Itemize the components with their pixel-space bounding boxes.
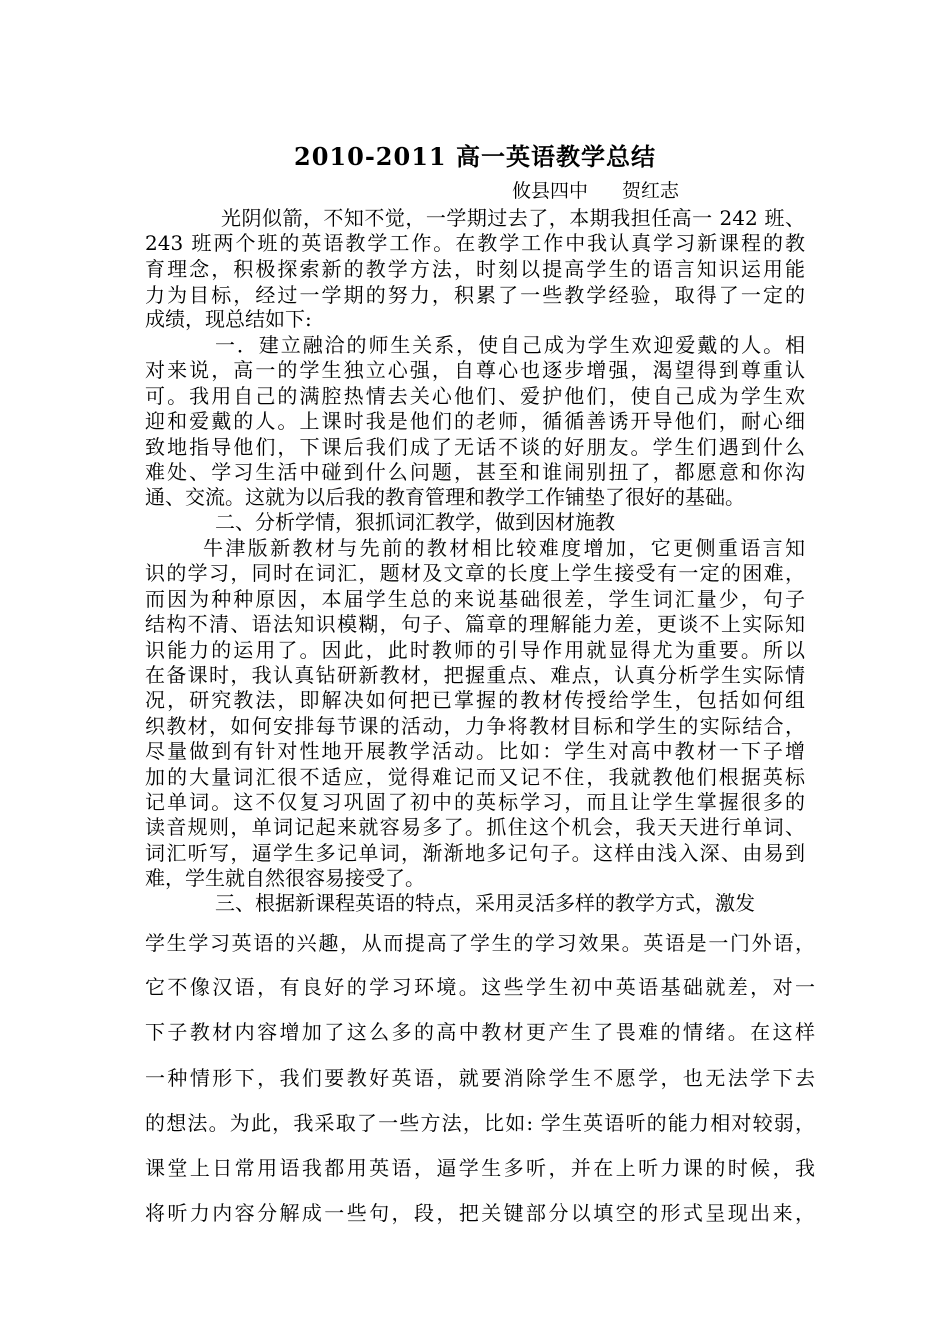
body-line: 况，研究教法，即解决如何把已掌握的教材传授给学生，包括如何组 <box>145 688 805 712</box>
school-name: 攸县四中 <box>512 180 589 202</box>
body-line: 光阴似箭，不知不觉，一学期过去了，本期我担任高一 242 班、 <box>221 206 805 230</box>
body-line: 将听力内容分解成一些句，段，把关键部分以填空的形式呈现出来， <box>145 1201 815 1225</box>
body-line: 的想法。为此，我采取了一些方法，比如: 学生英语听的能力相对较弱， <box>145 1111 815 1135</box>
body-line: 下子教材内容增加了这么多的高中教材更产生了畏难的情绪。在这样 <box>145 1020 815 1044</box>
body-line: 力为目标，经过一学期的努力，积累了一些教学经验，取得了一定的 <box>145 283 805 307</box>
body-line: 课堂上日常用语我都用英语，逼学生多听，并在上听力课的时候，我 <box>145 1156 815 1180</box>
body-line: 致地指导他们，下课后我们成了无话不谈的好朋友。学生们遇到什么 <box>145 435 805 459</box>
body-line: 识能力的运用了。因此，此时教师的引导作用就显得尤为重要。所以 <box>145 638 805 662</box>
body-line: 对来说，高一的学生独立心强，自尊心也逐步增强，渴望得到尊重认 <box>145 358 805 382</box>
body-line: 一．建立融洽的师生关系，使自己成为学生欢迎爱戴的人。相 <box>215 333 805 357</box>
author-line <box>512 176 679 203</box>
body-line: 通、交流。这就为以后我的教育管理和教学工作铺垫了很好的基础。 <box>145 485 745 509</box>
body-line: 词汇听写，逼学生多记单词，渐渐地多记句子。这样由浅入深、由易到 <box>145 841 805 865</box>
body-line: 在备课时，我认真钻研新教材，把握重点、难点，认真分析学生实际情 <box>145 663 805 687</box>
body-line: 尽量做到有针对性地开展教学活动。比如：学生对高中教材一下子增 <box>145 739 805 763</box>
body-line: 记单词。这不仅复习巩固了初中的英标学习，而且让学生掌握很多的 <box>145 790 805 814</box>
body-line: 而因为种种原因，本届学生总的来说基础很差，学生词汇量少，句子 <box>145 587 805 611</box>
body-line: 育理念，积极探索新的教学方法，时刻以提高学生的语言知识运用能 <box>145 257 805 281</box>
document-title: 2010-2011 高一英语教学总结 <box>294 142 656 171</box>
body-line: 可。我用自己的满腔热情去关心他们、爱护他们，使自己成为学生欢 <box>145 384 805 408</box>
body-line: 读音规则，单词记起来就容易多了。抓住这个机会，我天天进行单词、 <box>145 815 805 839</box>
body-line: 难，学生就自然很容易接受了。 <box>145 866 425 890</box>
body-line: 243 班两个班的英语教学工作。在教学工作中我认真学习新课程的教 <box>145 231 805 255</box>
body-line: 织教材，如何安排每节课的活动，力争将教材目标和学生的实际结合， <box>145 714 805 738</box>
body-line: 迎和爱戴的人。上课时我是他们的老师，循循善诱开导他们，耐心细 <box>145 409 805 433</box>
body-line: 它不像汉语，有良好的学习环境。这些学生初中英语基础就差，对一 <box>145 975 815 999</box>
body-line: 牛津版新教材与先前的教材相比较难度增加，它更侧重语言知 <box>203 536 805 560</box>
body-line: 难处、学习生活中碰到什么问题，甚至和谁闹别扭了，都愿意和你沟 <box>145 460 805 484</box>
body-line: 加的大量词汇很不适应，觉得难记而又记不住，我就教他们根据英标 <box>145 765 805 789</box>
body-line: 一种情形下，我们要教好英语，就要消除学生不愿学，也无法学下去 <box>145 1066 815 1090</box>
body-line: 三、根据新课程英语的特点，采用灵活多样的教学方式，激发 <box>215 891 755 915</box>
body-line: 学生学习英语的兴趣，从而提高了学生的学习效果。英语是一门外语， <box>145 931 815 955</box>
author-name: 贺红志 <box>622 180 680 202</box>
body-line: 成绩，现总结如下: <box>145 307 312 331</box>
body-line: 结构不清、语法知识模糊，句子、篇章的理解能力差，更谈不上实际知 <box>145 612 805 636</box>
body-line: 二、分析学情，狠抓词汇教学，做到因材施教 <box>215 510 615 534</box>
body-line: 识的学习，同时在词汇，题材及文章的长度上学生接受有一定的困难， <box>145 561 805 585</box>
